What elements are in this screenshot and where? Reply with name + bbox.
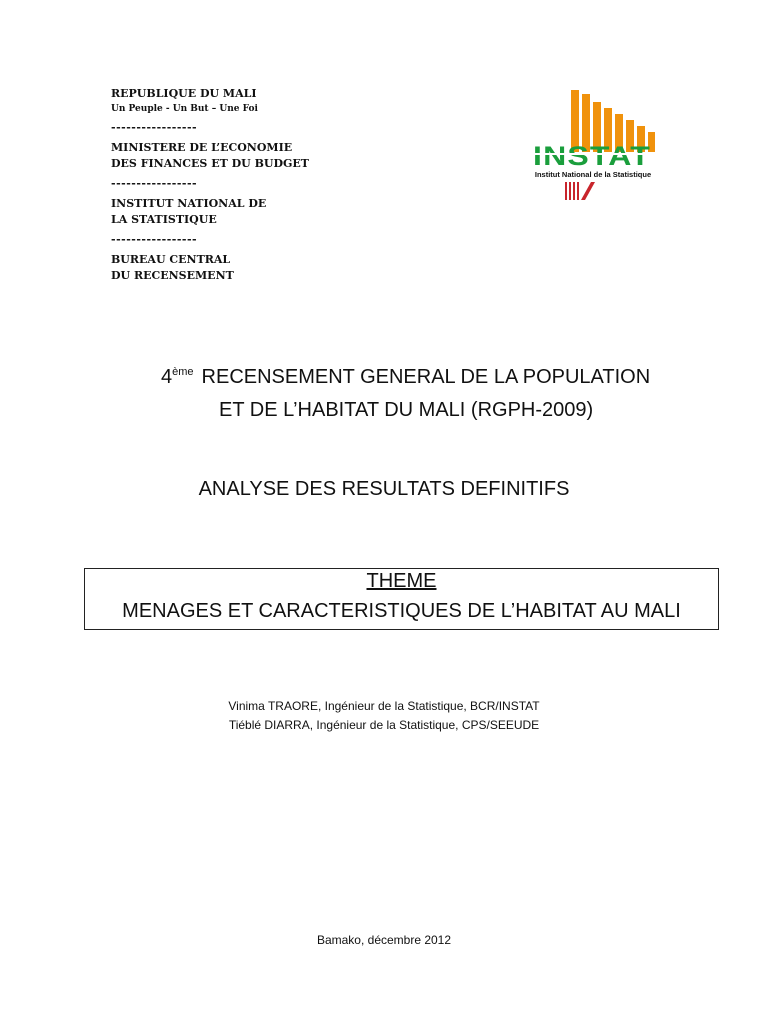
theme-text: MENAGES ET CARACTERISTIQUES DE L’HABITAT AU MALI (122, 600, 681, 622)
title-ordinal: 4 (161, 366, 173, 388)
bureau-line-2: DU RECENSEMENT (111, 269, 234, 282)
title-line-1 (161, 366, 650, 389)
title-ordinal-suffix: ème (172, 366, 194, 378)
institute-line-1: INSTITUT NATIONAL DE (111, 197, 267, 210)
country-name: REPUBLIQUE DU MALI (111, 87, 257, 100)
bureau-line-1: BUREAU CENTRAL (111, 253, 231, 266)
ministry-line-1: MINISTERE DE L’ECONOMIE (111, 141, 293, 154)
title-line-2: ET DE L’HABITAT DU MALI (RGPH-2009) (219, 399, 594, 421)
ministry-line-2: DES FINANCES ET DU BUDGET (111, 157, 309, 170)
author-2: Tiéblé DIARRA, Ingénieur de la Statistique, CPS/SEEUDE (228, 718, 540, 732)
logo-red-mark (565, 182, 595, 200)
logo-caption: Institut National de la Statistique (534, 170, 652, 179)
analysis-subtitle: ANALYSE DES RESULTATS DEFINITIFS (198, 478, 570, 500)
title-line-1-text: RECENSEMENT GENERAL DE LA POPULATION (201, 366, 651, 388)
separator-2: ----------------- (111, 177, 198, 190)
authors-block (0, 697, 768, 735)
institute-line-2: LA STATISTIQUE (111, 213, 217, 226)
separator-3: ----------------- (111, 233, 198, 246)
national-motto: Un Peuple - Un But – Une Foi (111, 104, 258, 114)
instat-logo-graphic (529, 86, 655, 202)
theme-box (84, 568, 719, 630)
place-date: Bamako, décembre 2012 (316, 933, 452, 947)
author-1: Vinima TRAORE, Ingénieur de la Statistique, BCR/INSTAT (228, 699, 540, 713)
logo-wordmark: INSTAT (533, 141, 651, 171)
institution-header (111, 86, 371, 284)
instat-logo (529, 86, 655, 202)
theme-label: THEME (366, 570, 437, 592)
separator-1: ----------------- (111, 121, 198, 134)
